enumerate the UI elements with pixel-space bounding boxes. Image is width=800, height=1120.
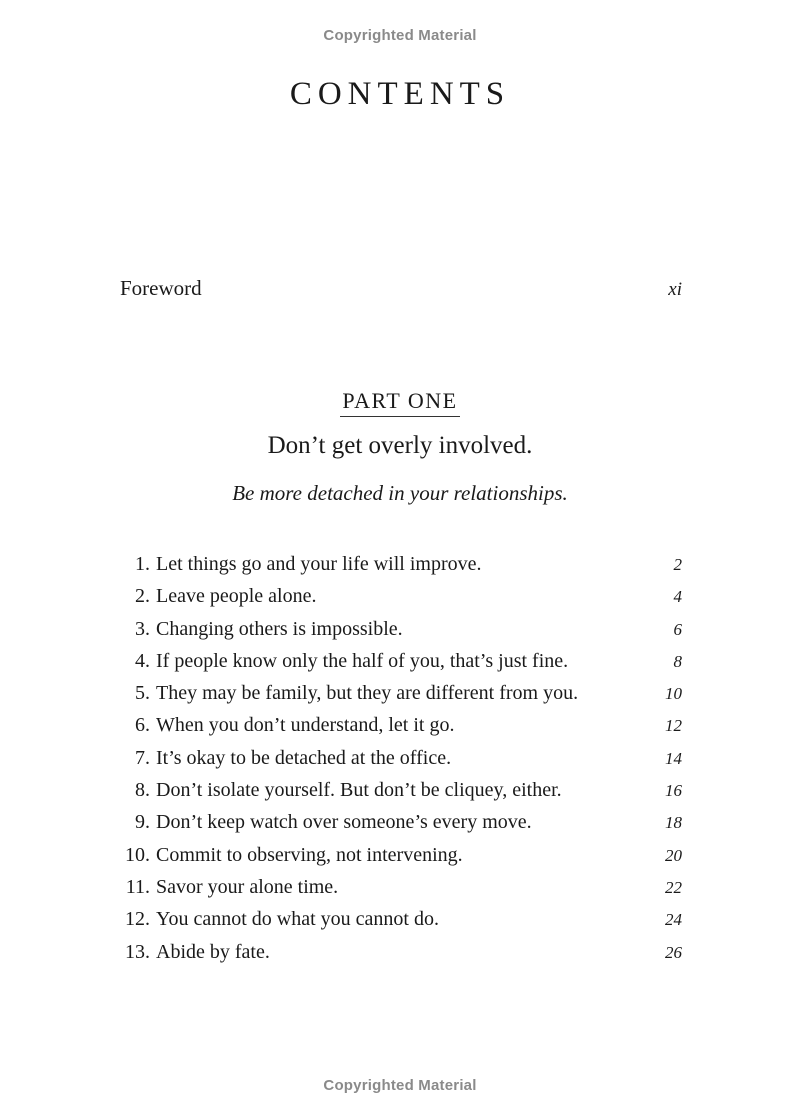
toc-entry[interactable] [120,876,682,908]
entry-number: 4. [135,649,150,672]
entry-page-number: 24 [665,910,682,930]
entry-title: They may be family, but they are different from you. [156,682,579,705]
entry-title: Abide by fate. [156,940,270,963]
entry-page-number: 10 [665,684,682,704]
copyright-watermark-bottom: Copyrighted Material [323,1077,477,1094]
part-heading [0,388,800,417]
entry-title: It’s okay to be detached at the office. [156,746,452,769]
toc-entry[interactable] [120,779,682,811]
toc-entry[interactable] [120,585,682,617]
toc-entry[interactable] [120,714,682,746]
entry-title: Changing others is impossible. [156,617,403,640]
foreword-label: Foreword [120,276,202,300]
toc-list [120,553,682,973]
entry-page-number: 26 [665,942,682,962]
foreword-page-number: xi [668,279,682,300]
toc-entry[interactable] [120,908,682,940]
entry-number: 7. [135,746,150,769]
toc-entry[interactable] [120,553,682,585]
entry-page-number: 2 [673,555,682,574]
entry-page-number: 4 [673,587,682,607]
entry-page-number: 22 [665,877,682,897]
entry-page-number: 14 [665,748,682,768]
entry-page-number: 6 [673,619,682,639]
toc-entry[interactable] [120,811,682,843]
part-title: Don’t get overly involved. [267,432,533,459]
entry-title: Savor your alone time. [156,875,339,898]
entry-page-number: 18 [665,813,682,833]
entry-title: If people know only the half of you, that’s just fine. [156,649,569,672]
copyright-watermark-top: Copyrighted Material [323,27,477,44]
toc-entry[interactable] [120,844,682,876]
part-subtitle: Be more detached in your relationships. [232,481,568,505]
entry-number: 3. [135,617,150,640]
entry-number: 5. [135,682,150,705]
part-label: PART ONE [340,388,459,417]
entry-number: 2. [135,585,150,608]
page-title: CONTENTS [289,76,511,112]
entry-title: When you don’t understand, let it go. [156,714,455,737]
entry-number: 1. [135,553,150,575]
toc-entry[interactable] [120,747,682,779]
entry-number: 9. [135,811,150,834]
entry-number: 11. [125,875,150,898]
toc-entry[interactable] [120,682,682,714]
toc-entry-foreword[interactable] [120,276,682,301]
toc-entry[interactable] [120,618,682,650]
entry-number: 8. [135,779,150,802]
toc-entry[interactable] [120,941,682,973]
entry-title: Don’t isolate yourself. But don’t be cliquey, either. [156,779,562,802]
entry-title: Don’t keep watch over someone’s every move. [156,811,532,834]
entry-number: 12. [125,908,150,931]
entry-title: Commit to observing, not intervening. [156,843,463,866]
entry-number: 13. [125,940,150,963]
entry-number: 6. [135,714,150,737]
entry-title: Leave people alone. [156,585,317,608]
entry-page-number: 16 [665,781,682,801]
entry-page-number: 8 [673,651,682,671]
toc-entry[interactable] [120,650,682,682]
entry-title: You cannot do what you cannot do. [156,908,439,931]
entry-title: Let things go and your life will improve. [156,553,482,575]
entry-page-number: 12 [665,716,682,736]
entry-page-number: 20 [665,845,682,865]
entry-number: 10. [125,843,150,866]
